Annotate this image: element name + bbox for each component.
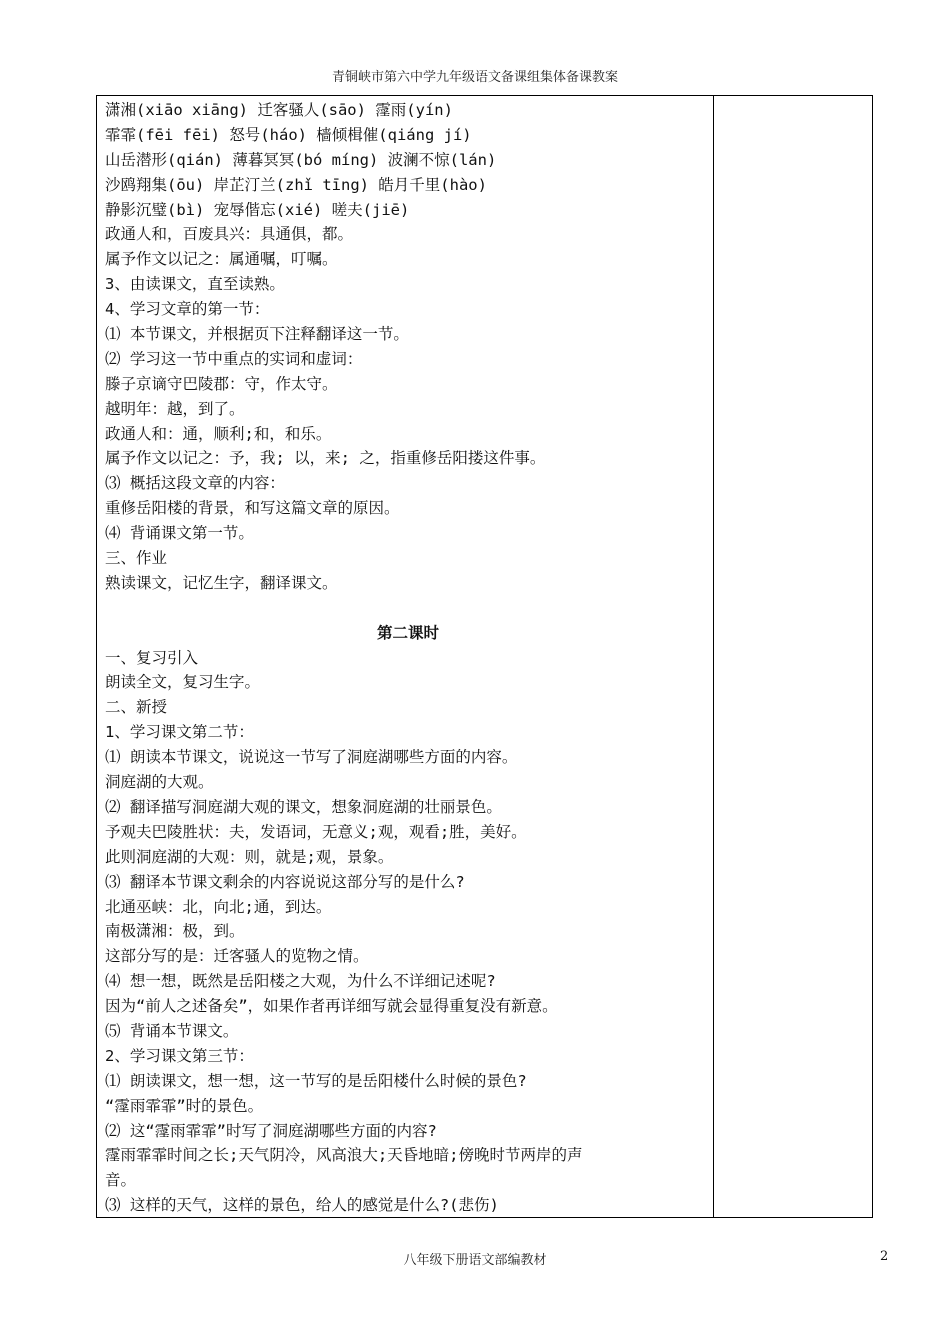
- content-line: 属予作文以记之：属通嘱，叮嘱。: [105, 250, 338, 269]
- content-line: ⑵ 学习这一节中重点的实词和虚词：: [105, 349, 363, 368]
- content-line: ⑸ 背诵本节课文。: [105, 1021, 239, 1040]
- content-line: 朗读全文，复习生字。: [105, 673, 261, 692]
- content-line: 滕子京谪守巴陵郡：守，作太守。: [105, 374, 338, 393]
- section-title: 第二课时: [376, 623, 439, 642]
- content-line: 一、复习引入: [105, 648, 199, 667]
- page-footer: 八年级下册语文部编教材: [403, 1253, 547, 1268]
- content-line: 属予作文以记之：予，我; 以，来; 之，指重修岳阳搂这件事。: [105, 449, 546, 468]
- content-line: 政通人和：通，顺利;和，和乐。: [105, 424, 332, 443]
- content-line: ⑵ 翻译描写洞庭湖大观的课文，想象洞庭湖的壮丽景色。: [105, 797, 502, 816]
- content-line: ⑴ 本节课文，并根据页下注释翻译这一节。: [105, 325, 409, 344]
- content-line: 3、由读课文，直至读熟。: [105, 275, 285, 294]
- content-line: ⑷ 背诵课文第一节。: [105, 524, 254, 543]
- content-line: 熟读课文，记忆生字，翻译课文。: [105, 573, 338, 592]
- content-line: ⑴ 朗读课文，想一想，这一节写的是岳阳楼什么时候的景色?: [105, 1071, 527, 1090]
- content-line: ⑶ 概括这段文章的内容：: [105, 474, 285, 493]
- content-line: 洞庭湖的大观。: [105, 773, 214, 792]
- content-line: 这部分写的是：迁客骚人的览物之情。: [105, 947, 369, 966]
- content-line: 静影沉璧(bì) 宠辱偕忘(xié) 嗟夫(jiē): [105, 200, 410, 219]
- content-line: 因为“前人之述备矣”，如果作者再详细写就会显得重复没有新意。: [105, 997, 558, 1016]
- content-line: 南极潇湘：极，到。: [105, 922, 245, 941]
- content-line: 北通巫峡：北，向北;通，到达。: [105, 897, 332, 916]
- content-line: ⑶ 这样的天气，这样的景色，给人的感觉是什么?(悲伤): [105, 1196, 499, 1215]
- page-header: 青铜峡市第六中学九年级语文备课组集体备课教案: [331, 70, 618, 85]
- content-line: 重修岳阳楼的背景，和写这篇文章的原因。: [105, 499, 400, 518]
- content-line: 二、新授: [105, 698, 168, 717]
- content-line: “霪雨霏霏”时的景色。: [105, 1096, 264, 1115]
- content-line: 2、学习课文第三节：: [105, 1046, 254, 1065]
- content-line: 霪雨霏霏时间之长;天气阴冷，风高浪大;天昏地暗;傍晚时节两岸的声: [105, 1146, 583, 1165]
- content-line: 三、作业: [105, 549, 168, 568]
- content-line: 沙鸥翔集(ōu) 岸芷汀兰(zhǐ tīng) 皓月千里(hào): [105, 175, 487, 194]
- content-line: ⑴ 朗读本节课文，说说这一节写了洞庭湖哪些方面的内容。: [105, 748, 518, 767]
- content-line: 越明年：越，到了。: [105, 399, 245, 418]
- content-line: 此则洞庭湖的大观：则，就是;观，景象。: [105, 847, 394, 866]
- content-line: 音。: [105, 1171, 137, 1190]
- content-line: ⑷ 想一想，既然是岳阳楼之大观，为什么不详细记述呢?: [105, 972, 496, 991]
- content-line: 1、学习课文第二节：: [105, 723, 254, 742]
- content-line: 政通人和，百废具兴：具通俱，都。: [105, 225, 354, 244]
- lesson-content-cell: [105, 98, 711, 1218]
- lesson-plan-table: [96, 95, 873, 1218]
- content-line: ⑵ 这“霪雨霏霏”时写了洞庭湖哪些方面的内容?: [105, 1121, 437, 1140]
- content-line: 霏霏(fēi fēi) 怒号(háo) 樯倾楫催(qiáng jí): [105, 125, 472, 144]
- content-line: 4、学习文章的第一节：: [105, 300, 270, 319]
- page-number: 2: [880, 1249, 889, 1264]
- content-line: 潇湘(xiāo xiāng) 迁客骚人(sāo) 霪雨(yín): [105, 101, 453, 119]
- content-line: ⑶ 翻译本节课文剩余的内容说说这部分写的是什么?: [105, 872, 465, 891]
- column-divider: [713, 96, 714, 1217]
- content-line: 山岳潜形(qián) 薄暮冥冥(bó míng) 波澜不惊(lán): [105, 150, 497, 169]
- content-line: 予观夫巴陵胜状：夫，发语词，无意义;观，观看;胜，美好。: [105, 822, 527, 841]
- content-line: [105, 596, 711, 621]
